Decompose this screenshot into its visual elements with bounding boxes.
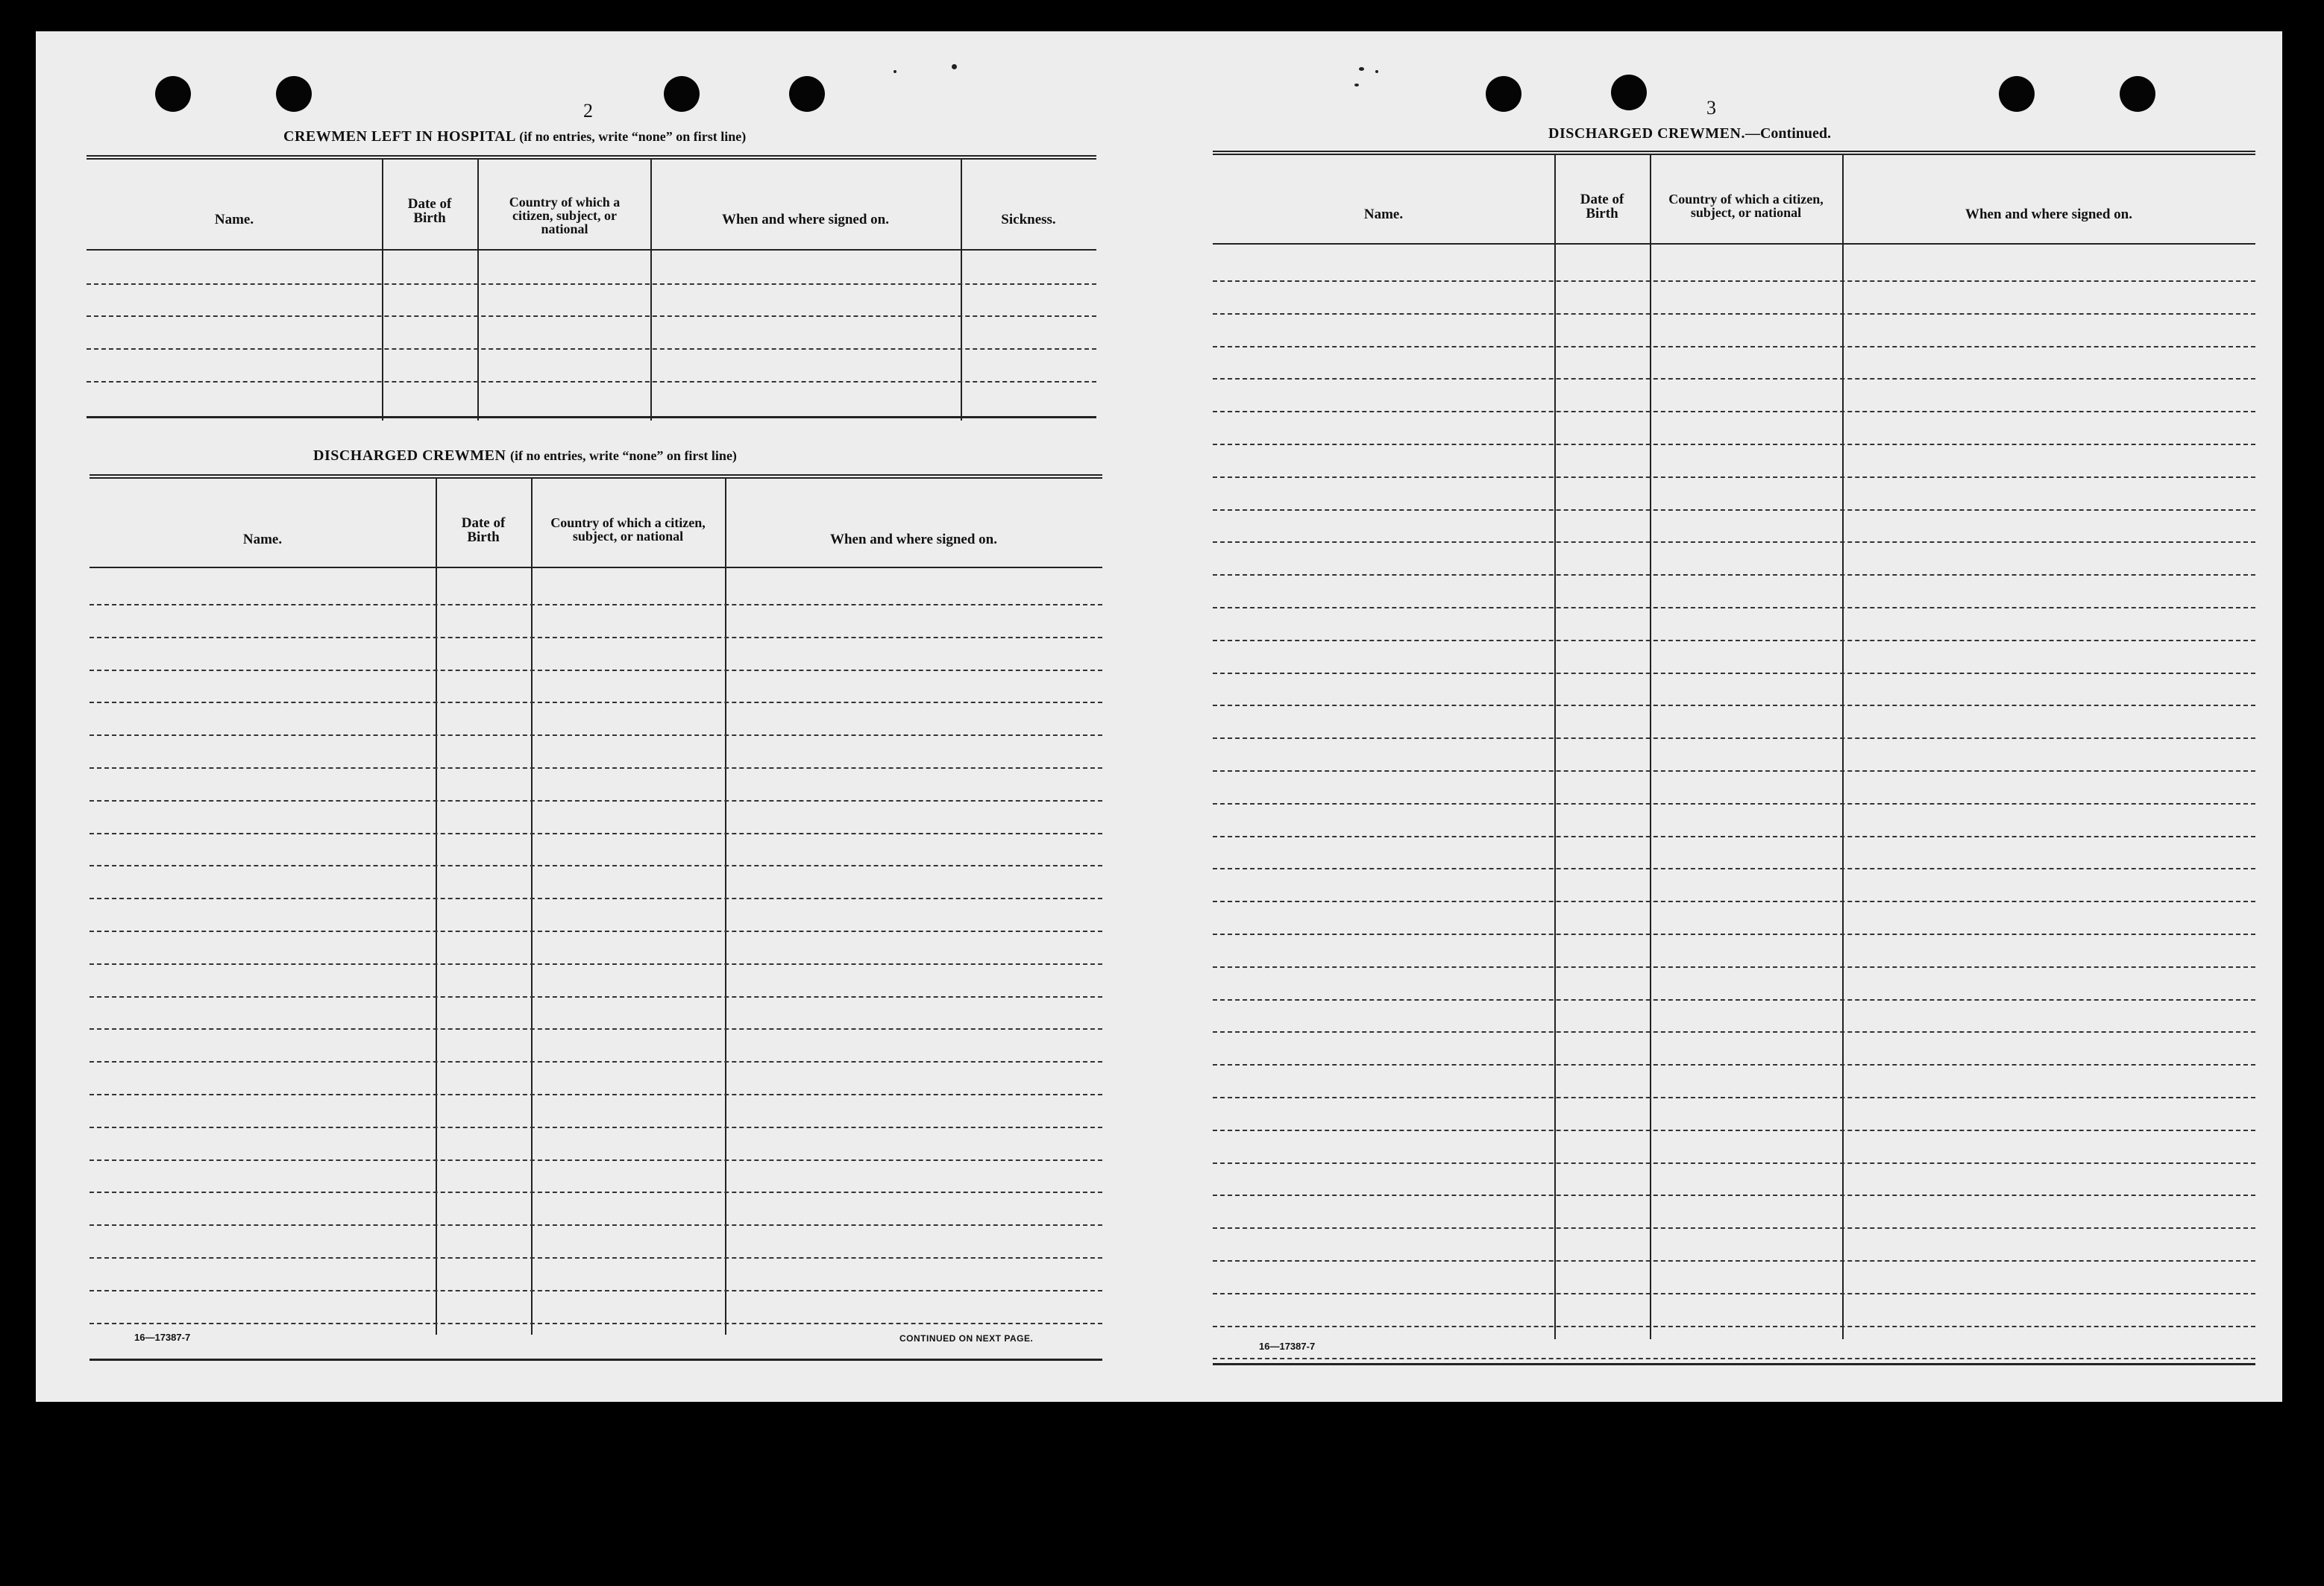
punch-hole xyxy=(276,76,312,112)
punch-hole xyxy=(1999,76,2035,112)
column-header-country: Country of which a citizen, subject, or national xyxy=(1668,192,1824,220)
entry-line xyxy=(89,963,1102,965)
hospital-title-text: CREWMEN LEFT IN HOSPITAL xyxy=(283,128,515,145)
entry-line xyxy=(1213,1293,2255,1294)
table-bottom-rule xyxy=(89,1359,1102,1361)
entry-line xyxy=(1213,1130,2255,1131)
entry-line xyxy=(1213,607,2255,608)
column-divider xyxy=(1650,154,1651,1339)
entry-line xyxy=(89,702,1102,703)
entry-line xyxy=(1213,1064,2255,1066)
page-number: 3 xyxy=(1706,97,1716,119)
entry-line xyxy=(89,767,1102,769)
entry-line xyxy=(1213,999,2255,1001)
entry-line xyxy=(1213,1227,2255,1229)
header-rule xyxy=(89,567,1102,568)
entry-line xyxy=(89,637,1102,638)
punch-hole xyxy=(155,76,191,112)
header-rule xyxy=(1213,243,2255,245)
column-header-signed-on: When and where signed on. xyxy=(1965,207,2132,222)
entry-line xyxy=(1213,313,2255,315)
continued-note: CONTINUED ON NEXT PAGE. xyxy=(899,1333,1034,1344)
continued-label: —Continued. xyxy=(1744,125,1831,142)
entry-line xyxy=(1213,705,2255,706)
entry-line xyxy=(1213,1358,2255,1359)
column-header-date-of-birth: Date of Birth xyxy=(1580,192,1624,221)
entry-line xyxy=(1213,770,2255,772)
entry-line xyxy=(89,670,1102,671)
table-bottom-rule xyxy=(87,416,1096,418)
hospital-title-note: (if no entries, write “none” on first line) xyxy=(519,129,747,144)
discharged-continued-table xyxy=(1213,151,2255,1373)
entry-line xyxy=(1213,280,2255,282)
entry-line xyxy=(89,1061,1102,1063)
ink-speck xyxy=(1354,84,1359,86)
entry-line xyxy=(89,734,1102,736)
entry-line xyxy=(1213,966,2255,968)
ink-speck xyxy=(1375,70,1378,73)
form-number: 16—17387-7 xyxy=(134,1332,191,1343)
entry-line xyxy=(89,996,1102,998)
entry-line xyxy=(87,381,1096,383)
table-top-rule xyxy=(89,474,1102,479)
table-top-rule xyxy=(87,155,1096,160)
entry-line xyxy=(1213,1097,2255,1098)
punch-hole xyxy=(789,76,825,112)
column-header-date-of-birth: Date of Birth xyxy=(461,515,506,545)
column-header-sickness: Sickness. xyxy=(1001,212,1056,227)
entry-line xyxy=(87,348,1096,350)
entry-line xyxy=(87,283,1096,285)
entry-line xyxy=(89,1127,1102,1128)
column-header-date-of-birth: Date of Birth xyxy=(407,196,452,226)
entry-line xyxy=(89,800,1102,802)
column-header-country: Country of which a citizen, subject, or national xyxy=(550,515,706,544)
entry-line xyxy=(1213,378,2255,380)
hospital-section-title xyxy=(283,128,746,145)
entry-line xyxy=(1213,1031,2255,1033)
column-header-name: Name. xyxy=(242,532,283,547)
entry-line xyxy=(89,865,1102,866)
column-header-signed-on: When and where signed on. xyxy=(829,532,997,547)
document-sheet xyxy=(36,31,2282,1402)
ink-speck xyxy=(952,64,957,69)
punch-hole xyxy=(2120,76,2155,112)
entry-line xyxy=(1213,640,2255,641)
discharged-table xyxy=(89,474,1102,1369)
entry-line xyxy=(1213,476,2255,478)
entry-line xyxy=(1213,509,2255,511)
page-number: 2 xyxy=(583,100,593,122)
entry-line xyxy=(89,898,1102,899)
entry-line xyxy=(1213,346,2255,347)
entry-line xyxy=(1213,444,2255,445)
entry-line xyxy=(87,315,1096,317)
column-divider xyxy=(531,477,533,1335)
entry-line xyxy=(89,1257,1102,1259)
entry-line xyxy=(1213,934,2255,935)
column-header-name: Name. xyxy=(214,212,254,227)
form-number: 16—17387-7 xyxy=(1259,1341,1316,1352)
column-divider xyxy=(725,477,726,1335)
entry-line xyxy=(1213,411,2255,412)
column-divider xyxy=(1842,154,1844,1339)
entry-line xyxy=(1213,541,2255,543)
entry-line xyxy=(1213,868,2255,869)
entry-line xyxy=(1213,1195,2255,1196)
entry-line xyxy=(1213,901,2255,902)
entry-line xyxy=(89,1028,1102,1030)
entry-line xyxy=(1213,1326,2255,1327)
discharged-title-note: (if no entries, write “none” on first line) xyxy=(509,448,737,463)
ink-speck xyxy=(1359,67,1364,71)
entry-line xyxy=(89,1290,1102,1291)
entry-line xyxy=(1213,673,2255,674)
entry-line xyxy=(89,1224,1102,1226)
discharged-continued-text: DISCHARGED CREWMEN. xyxy=(1548,125,1745,142)
discharged-continued-title xyxy=(1548,125,1831,142)
entry-line xyxy=(89,1159,1102,1161)
discharged-title-text: DISCHARGED CREWMEN xyxy=(313,447,506,464)
entry-line xyxy=(1213,1260,2255,1262)
punch-hole xyxy=(1611,75,1647,110)
entry-line xyxy=(1213,836,2255,837)
discharged-section-title xyxy=(313,447,737,465)
entry-line xyxy=(89,931,1102,932)
punch-hole xyxy=(1486,76,1521,112)
entry-line xyxy=(89,1192,1102,1193)
table-bottom-rule xyxy=(1213,1363,2255,1365)
entry-line xyxy=(1213,803,2255,805)
column-header-name: Name. xyxy=(1363,207,1404,222)
entry-line xyxy=(1213,574,2255,576)
column-header-country: Country of which a citizen, subject, or national xyxy=(509,195,621,236)
column-divider xyxy=(436,477,437,1335)
entry-line xyxy=(89,1323,1102,1324)
column-header-signed-on: When and where signed on. xyxy=(721,212,889,227)
table-top-rule xyxy=(1213,151,2255,155)
header-rule xyxy=(87,249,1096,251)
hospital-table xyxy=(87,155,1096,424)
entry-line xyxy=(89,1094,1102,1095)
punch-hole xyxy=(664,76,700,112)
ink-speck xyxy=(894,70,896,73)
entry-line xyxy=(89,833,1102,834)
entry-line xyxy=(89,604,1102,605)
entry-line xyxy=(1213,1162,2255,1164)
column-divider xyxy=(1554,154,1556,1339)
entry-line xyxy=(1213,737,2255,739)
